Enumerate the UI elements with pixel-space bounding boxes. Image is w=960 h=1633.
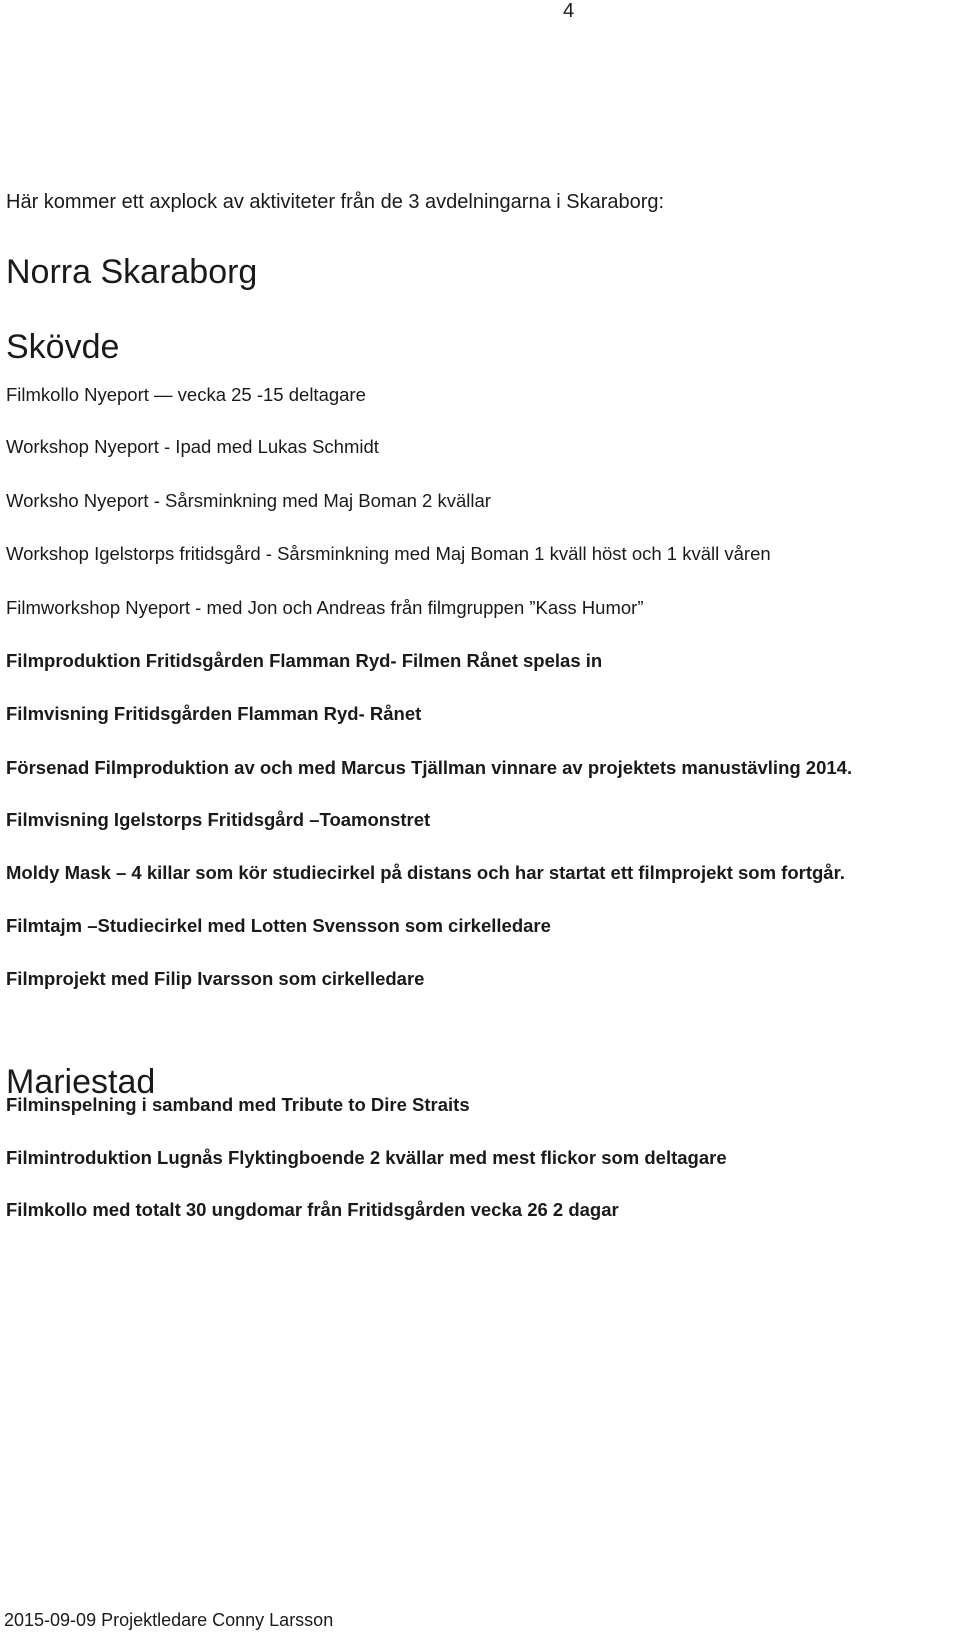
list-item: Filmproduktion Fritidsgården Flamman Ryd- Filmen Rånet spelas in xyxy=(6,650,603,671)
list-item: Filmkollo Nyeport — vecka 25 -15 deltagare xyxy=(6,384,366,405)
section-heading-mariestad: Mariestad xyxy=(6,1063,156,1101)
list-item: Workshop Nyeport - Ipad med Lukas Schmidt xyxy=(6,436,379,457)
list-item: Filmworkshop Nyeport - med Jon och Andreas från filmgruppen ”Kass Humor” xyxy=(6,597,644,618)
list-item: Filminspelning i samband med Tribute to Dire Straits xyxy=(6,1094,470,1115)
list-item: Worksho Nyeport - Sårsminkning med Maj Boman 2 kvällar xyxy=(6,490,491,511)
section-heading-skovde: Skövde xyxy=(6,328,120,366)
footer-text: 2015-09-09 Projektledare Conny Larsson xyxy=(4,1610,334,1630)
list-item: Workshop Igelstorps fritidsgård - Sårsminkning med Maj Boman 1 kväll höst och 1 kväll våren xyxy=(6,543,771,564)
list-item: Filmkollo med totalt 30 ungdomar från Fritidsgården vecka 26 2 dagar xyxy=(6,1199,619,1220)
list-item: Filmtajm –Studiecirkel med Lotten Svensson som cirkelledare xyxy=(6,915,551,936)
list-item: Filmvisning Igelstorps Fritidsgård –Toamonstret xyxy=(6,809,431,830)
list-item: Moldy Mask – 4 killar som kör studiecirkel på distans och har startat ett filmprojekt som fortgår. xyxy=(6,862,845,883)
list-item: Försenad Filmproduktion av och med Marcus Tjällman vinnare av projektets manustävling 2014. xyxy=(6,757,853,778)
list-item: Filmprojekt med Filip Ivarsson som cirkelledare xyxy=(6,968,425,989)
page-number: 4 xyxy=(563,0,575,22)
list-item: Filmvisning Fritidsgården Flamman Ryd- Rånet xyxy=(6,703,422,724)
list-item: Filmintroduktion Lugnås Flyktingboende 2 kvällar med mest flickor som deltagare xyxy=(6,1147,727,1168)
region-heading: Norra Skaraborg xyxy=(6,253,258,291)
intro-text: Här kommer ett axplock av aktiviteter från de 3 avdelningarna i Skaraborg: xyxy=(6,191,665,213)
